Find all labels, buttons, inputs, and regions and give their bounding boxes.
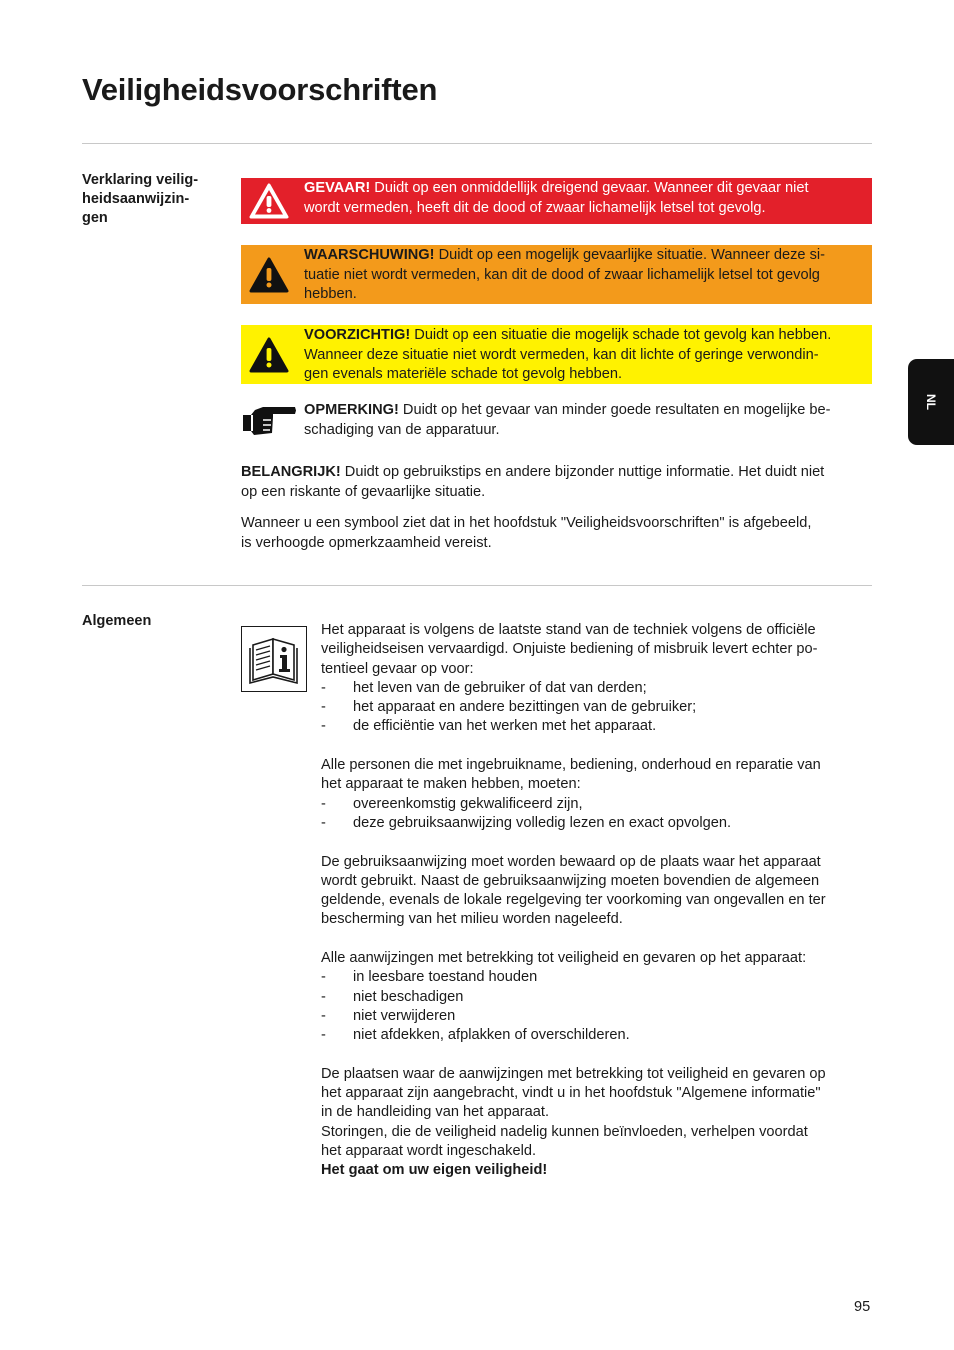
section-heading-safety-notices: Verklaring veilig- heidsaanwijzin- gen [82,172,199,226]
list-item: - in leesbare toestand houden [321,969,538,986]
warning-label: WAARSCHUWING! [304,247,435,263]
warning-notice-line-1: WAARSCHUWING! Duidt op een mogelijk gevaarlijke situatie. Wanneer deze si- [304,247,825,263]
page-number: 95 [854,1299,871,1315]
list-item: - niet afdekken, afplakken of overschilderen. [321,1027,630,1044]
danger-notice-line-1: GEVAAR! Duidt op een onmiddellijk dreigend gevaar. Wanneer dit gevaar niet [304,180,809,196]
language-tab-label: NL [924,394,938,410]
list-item: - de efficiëntie van het werken met het apparaat. [321,718,657,735]
warning-notice [241,245,872,304]
danger-notice [241,178,872,224]
note-notice-line-2: schadiging van de apparatuur. [304,421,500,438]
warning-triangle-icon [249,257,289,293]
list-item: - het apparaat en andere bezittingen van de gebruiker; [321,699,697,716]
section-divider [82,585,872,586]
list-item: - het leven van de gebruiker of dat van derden; [321,679,647,696]
language-tab [908,359,954,445]
danger-label: GEVAAR! [304,180,371,196]
section-divider [82,143,872,144]
caution-notice [241,325,872,384]
section-heading-general: Algemeen [82,613,152,629]
caution-triangle-icon [249,337,289,373]
symbol-note-paragraph: Wanneer u een symbool ziet dat in het hoofdstuk "Veiligheidsvoorschriften" is afgebeeld, is verhoogde opmerkzaamheid vereist. [241,515,812,551]
caution-notice-line-3: gen evenals materiële schade tot gevolg hebben. [304,366,623,382]
warning-notice-line-2: tuatie niet wordt vermeden, kan dit de dood of zwaar lichamelijk letsel tot gevolg [304,266,820,283]
page-title: Veiligheidsvoorschriften [82,72,438,107]
pointing-hand-icon [241,403,297,437]
note-notice [241,400,872,440]
list-item: - deze gebruiksaanwijzing volledig lezen en exact opvolgen. [321,814,732,831]
note-notice-line-1: OPMERKING! Duidt op het gevaar van minder goede resultaten en mogelijke be- [304,402,831,418]
danger-warning-triangle-icon [249,183,289,219]
list-item: - niet verwijderen [321,1007,456,1024]
warning-notice-line-3: hebben. [304,286,357,302]
danger-notice-line-2: wordt vermeden, heeft dit de dood of zwaar lichamelijk letsel tot gevolg. [304,199,766,216]
important-paragraph: BELANGRIJK! Duidt op gebruikstips en andere bijzonder nuttige informatie. Het duidt niet op een riskante of gevaarlijke situatie. [241,464,825,500]
manual-info-icon [241,626,307,692]
caution-notice-line-1: VOORZICHTIG! Duidt op een situatie die mogelijk schade tot gevolg kan hebben. [304,327,832,343]
note-label: OPMERKING! [304,402,399,418]
list-item: - niet beschadigen [321,988,464,1005]
caution-notice-line-2: Wanneer deze situatie niet wordt vermeden, kan dit lichte of geringe verwondin- [304,346,819,363]
general-section-body: Het apparaat is volgens de laatste stand van de techniek volgens de officiële veiligheidseisen vervaardigd. Onjuiste bediening of misbruik levert echter po- tentieel gevaar op voor: - het leven van de gebruiker of dat van derden; - het apparaat en andere bezittingen van de gebruiker; - de efficiëntie van het werken met het apparaat. Alle personen die met ingebruikname, bediening, onderhoud en reparatie van het apparaat te maken hebben, moeten: - overeenkomstig gekwalificeerd zijn, - deze gebruiksaanwijzing volledig lezen en exact opvolgen. De gebruiksaanwijzing moet worden bewaard op de plaats waar het apparaat wordt gebruikt. Naast de gebruiksaanwijzing moeten bovendien de algemeen geldende, evenals de lokale regelgeving ter voorkoming van ongevallen en ter bescherming van het milieu worden nageleefd. Alle aanwijzingen met betrekking tot veiligheid en gevaren op het apparaat: - in leesbare toestand houden - niet beschadigen - niet verwijderen - niet afdekken, afplakken of overschilderen. De plaatsen waar de aanwijzingen met betrekking tot veiligheid en gevaren op het apparaat zijn aangebracht, vindt u in het hoofdstuk "Algemene informatie" in de handleiding van het apparaat. Storingen, die de veiligheid nadelig kunnen beïnvloeden, verhelpen voordat het apparaat wordt ingeschakeld. Het gaat om uw eigen veiligheid! [321,621,873,1181]
important-label: BELANGRIJK! [241,464,341,480]
list-item: - overeenkomstig gekwalificeerd zijn, [321,795,583,812]
caution-label: VOORZICHTIG! [304,327,411,343]
closing-statement: Het gaat om uw eigen veiligheid! [321,1162,548,1179]
